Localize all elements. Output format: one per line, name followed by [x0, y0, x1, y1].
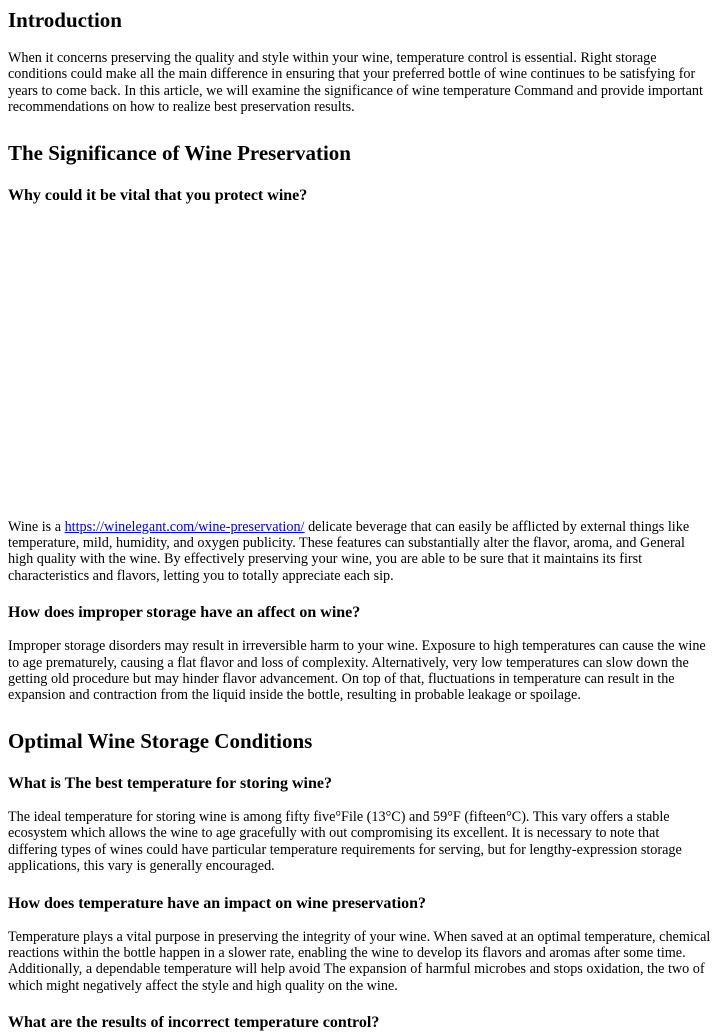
intro-paragraph: When it concerns preserving the quality and style within your wine, temperature control is essential. Right storage conditions could make all the main difference in ensuring that your preferred bottle of wine continues to be satisfying for years to come back. In this article, we will examine the significance of wine temperature Command and provide important recommendations on how to realize best preservation results. — [8, 50, 703, 116]
incorrect-temperature-heading: What are the results of incorrect temperature control? — [8, 1014, 380, 1032]
article — [0, 8, 712, 1032]
paragraph-text-lead: Wine is a — [8, 518, 65, 535]
paragraph-text-tail: delicate beverage that can easily be afflicted by external things like temperature, mild, humidity, and oxygen publicity. These features can substantially alter the flavor, aroma, and General high quality with the wine. By effectively preserving your wine, you are able to be sure that it maintains its first characteristics and flavors, letting you to totally appreciate each sip. — [8, 518, 690, 584]
intro-heading: Introduction — [8, 8, 122, 32]
best-temperature-paragraph: The ideal temperature for storing wine is among fifty five°File (13°C) and 59°F (fifteen°C). This vary offers a stable ecosystem which allows the wine to age gracefully with out compromising its excellent. It is necessary to note that differing types of wines could have particular temperature requirements for serving, but for lengthy-expression storage applications, this vary is generally encouraged. — [8, 808, 682, 875]
temperature-impact-paragraph: Temperature plays a vital purpose in preserving the integrity of your wine. When saved at an optimal temperature, chemical reactions within the bottle happen in a slower rate, enabling the wine to develop its flavors and aromas after some time. Additionally, a dependable temperature will help avoid The expansion of harmful microbes and stops oxidation, the two of which might negatively affect the style and high quality on the wine. — [8, 928, 711, 994]
optimal-conditions-heading: Optimal Wine Storage Conditions — [8, 728, 313, 753]
improper-storage-paragraph: Improper storage disorders may result in irreversible harm to your wine. Exposure to high temperatures can cause the wine to age prematurely, causing a flat flavor and loss of complexity. Alternatively, very low temperatures can slow down the getting old procedure but may hinder flavor advancement. On top of that, fluctuations in temperature can result in the expansion and contraction from the liquid inside the bottle, resulting in probable leakage or spoilage. — [8, 638, 706, 704]
why-protect-heading: Why could it be vital that you protect wine? — [8, 186, 308, 204]
best-temperature-heading: What is The best temperature for storing wine? — [8, 774, 332, 792]
why-protect-paragraph — [8, 519, 712, 585]
significance-heading: The Significance of Wine Preservation — [8, 140, 351, 165]
embedded-media-placeholder — [8, 205, 712, 519]
wine-preservation-link[interactable]: https://winelegant.com/wine-preservation/ — [64, 518, 305, 535]
improper-storage-heading: How does improper storage have an affect on wine? — [8, 604, 361, 622]
temperature-impact-heading: How does temperature have an impact on wine preservation? — [8, 894, 427, 912]
